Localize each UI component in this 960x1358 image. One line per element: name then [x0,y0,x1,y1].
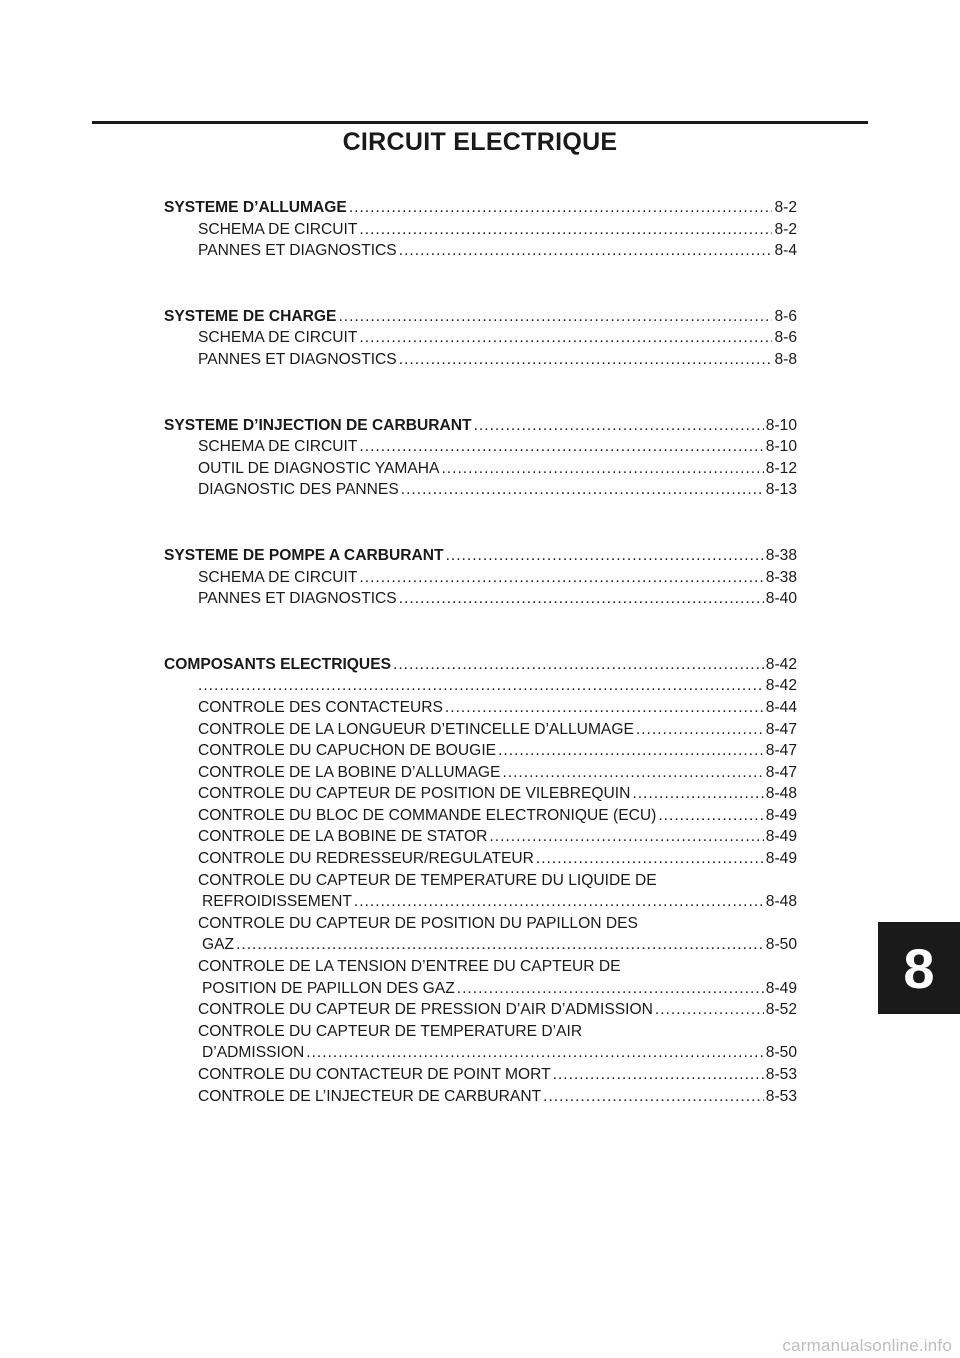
toc-page-number: 8-44 [765,698,797,716]
toc-entry[interactable] [164,783,797,805]
toc-entry-label: CONTROLE DU CAPTEUR DE TEMPERATURE D’AIR [198,1022,583,1040]
toc-page-number: 8-2 [774,199,797,216]
toc-page-number: 8-50 [765,936,797,954]
toc-entry-line1[interactable] [164,956,797,978]
toc-entry[interactable] [164,762,797,784]
toc-page-number: 8-49 [765,850,797,868]
toc-heading-charging[interactable] [164,306,797,328]
toc-page-number: 8-38 [765,546,797,564]
toc-entry-label: CONTROLE DU REDRESSEUR/REGULATEUR [198,850,534,868]
toc-entry-label: SCHEMA DE CIRCUIT [198,568,358,586]
toc-entry-label-cont: REFROIDISSEMENT [202,893,352,911]
toc-entry-label: CONTROLE DE LA BOBINE DE STATOR [198,828,488,846]
page-title: CIRCUIT ELECTRIQUE [342,128,618,156]
toc-entry[interactable] [164,458,797,480]
toc-entry[interactable] [164,327,797,349]
toc-section-fuel-injection [164,415,797,501]
toc-entry-label: CONTROLE DU CAPTEUR DE POSITION DE VILEBREQUIN [198,785,631,803]
chapter-tab[interactable] [878,922,960,1014]
toc-entry-label: CONTROLE DU BLOC DE COMMANDE ELECTRONIQUE (ECU) [198,806,657,824]
toc-entry[interactable] [164,848,797,870]
toc-entry[interactable] [164,479,797,501]
toc-entry-line2[interactable] [164,891,797,913]
toc-entry-label: CONTROLE DE LA TENSION D’ENTREE DU CAPTEUR DE [198,958,621,976]
toc-page-number: 8-49 [765,806,797,824]
toc-entry-label: SCHEMA DE CIRCUIT [198,220,358,238]
watermark: carmanualsonline.info [782,1336,952,1355]
toc-entry-label: CONTROLE DES CONTACTEURS [198,698,443,716]
toc-page-number: 8-49 [765,979,797,997]
toc-page-number: 8-13 [765,481,797,499]
toc-entry-label: CONTROLE DE L’INJECTEUR DE CARBURANT [198,1087,542,1105]
toc-heading-fuel-injection[interactable] [164,415,797,437]
toc-entry-label: SCHEMA DE CIRCUIT [198,329,358,347]
toc-section-components [164,654,797,1107]
toc-entry-label: PANNES ET DIAGNOSTICS [198,590,397,608]
toc-entry-label: DIAGNOSTIC DES PANNES [198,481,399,499]
toc-page-number: 8-8 [774,350,797,368]
toc-heading-ignition[interactable] [164,197,797,219]
toc-entry[interactable] [164,240,797,262]
toc-entry-line1[interactable] [164,913,797,935]
toc-entry[interactable] [164,740,797,762]
toc-entry-line1[interactable] [164,870,797,892]
toc-page-number: 8-40 [765,590,797,608]
toc-entry[interactable] [164,697,797,719]
toc-heading-fuel-pump[interactable] [164,545,797,567]
toc-page-number: 8-4 [774,242,797,260]
toc-entry[interactable] [164,999,797,1021]
toc-entry[interactable] [164,675,797,697]
toc-section-ignition [164,197,797,262]
toc-entry-label: CONTROLE DU CAPTEUR DE PRESSION D’AIR D’ADMISSION [198,1001,653,1019]
toc-page-number: 8-49 [765,828,797,846]
toc-page-number: 8-47 [765,742,797,760]
chapter-number: 8 [903,936,935,1000]
toc-page-number: 8-52 [765,1001,797,1019]
toc-entry[interactable] [164,219,797,241]
toc-page-number: 8-38 [765,568,797,586]
toc-page-number: 8-10 [765,416,797,434]
toc-entry-label: PANNES ET DIAGNOSTICS [198,242,397,260]
toc-heading-label: COMPOSANTS ELECTRIQUES [164,655,391,673]
toc-page-number: 8-2 [774,220,797,238]
toc-entry[interactable] [164,567,797,589]
toc-entry-label: SCHEMA DE CIRCUIT [198,438,358,456]
toc-section-charging [164,306,797,371]
toc-heading-label: SYSTEME DE CHARGE [164,307,337,325]
toc-page-number: 8-42 [765,655,797,673]
toc-entry-line2[interactable] [164,934,797,956]
toc-entry-label: CONTROLE DU CAPUCHON DE BOUGIE [198,742,497,760]
toc-page-number: 8-10 [765,438,797,456]
toc-entry-label: PANNES ET DIAGNOSTICS [198,350,397,368]
toc-page-number: 8-6 [774,307,797,325]
toc-page-number: 8-47 [765,763,797,781]
toc-page-number: 8-42 [765,677,797,695]
toc-heading-components[interactable] [164,654,797,676]
toc-heading-label: SYSTEME DE POMPE A CARBURANT [164,546,444,564]
toc-page-number: 8-50 [765,1044,797,1062]
toc-entry-label: CONTROLE DU CAPTEUR DE POSITION DU PAPILLON DES [198,914,638,932]
toc-entry[interactable] [164,805,797,827]
toc-page-number: 8-48 [765,893,797,911]
toc-entry-label-cont: POSITION DE PAPILLON DES GAZ [202,979,455,997]
toc-page-number: 8-6 [774,329,797,347]
toc-page-number: 8-48 [765,785,797,803]
toc-entry-label: CONTROLE DU CONTACTEUR DE POINT MORT [198,1066,551,1083]
toc-entry[interactable] [164,436,797,458]
toc-entry[interactable] [164,349,797,371]
toc-entry[interactable] [164,1064,797,1086]
toc-page-number: 8-53 [765,1066,797,1083]
toc-entry[interactable] [164,588,797,610]
table-of-contents [164,197,797,1151]
top-rule [92,121,868,124]
toc-page-number: 8-47 [765,720,797,738]
toc-entry[interactable] [164,719,797,741]
toc-entry[interactable] [164,1086,797,1108]
toc-heading-label: SYSTEME D’INJECTION DE CARBURANT [164,416,472,434]
toc-section-fuel-pump [164,545,797,610]
toc-entry-label: CONTROLE DU CAPTEUR DE TEMPERATURE DU LIQUIDE DE [198,871,657,889]
toc-entry[interactable] [164,826,797,848]
toc-entry-line1[interactable] [164,1021,797,1043]
toc-entry-label: CONTROLE DE LA LONGUEUR D’ETINCELLE D’ALLUMAGE [198,720,634,738]
toc-entry-label-cont: D’ADMISSION [202,1044,305,1062]
toc-page-number: 8-53 [765,1087,797,1105]
toc-entry-label-cont: GAZ [202,936,235,954]
toc-entry-label: CONTROLE DE LA BOBINE D’ALLUMAGE [198,763,501,781]
toc-entry-label: OUTIL DE DIAGNOSTIC YAMAHA [198,459,440,477]
toc-entry-line2[interactable] [164,1042,797,1064]
toc-heading-label: SYSTEME D’ALLUMAGE [164,199,347,216]
toc-entry-line2[interactable] [164,978,797,1000]
toc-page-number: 8-12 [765,459,797,477]
